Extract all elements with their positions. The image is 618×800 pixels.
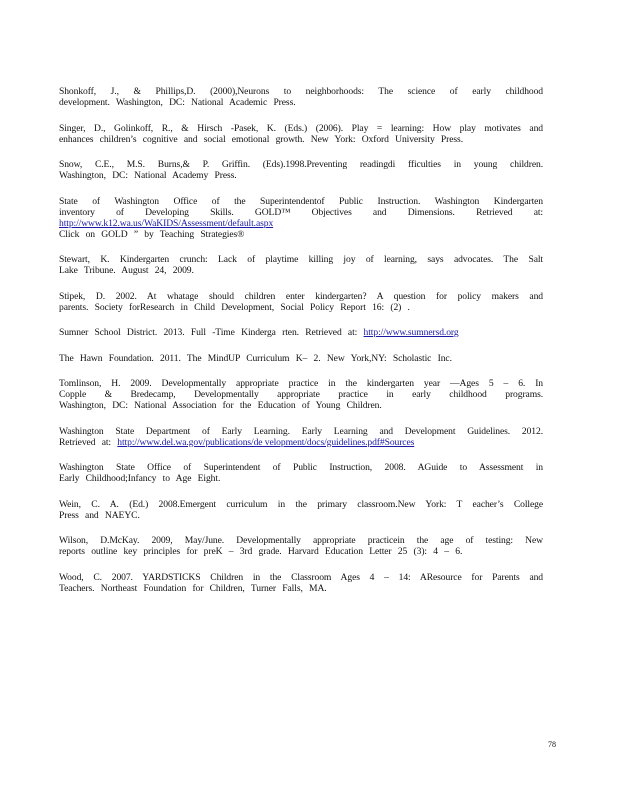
reference-line: Wood, C. 2007. YARDSTICKS Children in the Classroom Ages 4 – 14: AResource for Parents and [59, 571, 543, 583]
reference-line: State of Washington Office of the Superintendentof Public Instruction. Washington Kindergarten [59, 195, 543, 207]
page-number: 78 [548, 740, 556, 749]
reference-line: Tomlinson, H. 2009. Developmentally appropriate practice in the kindergarten year —Ages 5 – 6. In [59, 378, 543, 389]
reference-entry [59, 462, 543, 484]
reference-line: Teachers. Northeast Foundation for Children, Turner Falls, MA. [59, 582, 327, 594]
reference-line: Washington, DC: National Association for the Education of Young Children. [59, 400, 382, 411]
reference-entry [59, 499, 543, 521]
reference-line: development. Washington, DC: National Academic Press. [59, 97, 296, 108]
reference-line: Wein, C. A. (Ed.) 2008.Emergent curriculum in the primary classroom.New York: T eacher’s College [59, 498, 543, 510]
reference-entry [59, 327, 543, 338]
reference-link[interactable]: http://www.k12.wa.us/WaKIDS/Assessment/default.aspx [59, 217, 274, 229]
reference-entry [59, 254, 543, 276]
reference-line: Stipek, D. 2002. At whatage should children enter kindergarten? A question for policy makers and [59, 290, 543, 302]
reference-entry [59, 159, 543, 181]
reference-entry [59, 123, 543, 145]
reference-line: reports outline key principles for preK – 3rd grade. Harvard Education Letter 25 (3): 4 – 6. [59, 546, 463, 557]
reference-link[interactable]: http://www.sumnersd.org [363, 327, 459, 338]
reference-line: enhances children’s cognitive and social emotional growth. New York: Oxford University Press. [59, 133, 463, 145]
reference-line: parents. Society forResearch in Child Development, Social Policy Report 16: (2) . [59, 301, 410, 313]
reference-line: inventory of Developing Skills. GOLD™ Objectives and Dimensions. Retrieved at: [59, 206, 543, 218]
reference-line: Shonkoff, J., & Phillips,D. (2000),Neurons to neighborhoods: The science of early childhood [59, 86, 543, 97]
reference-line: Washington, DC: National Academy Press. [59, 170, 237, 181]
reference-line: Lake Tribune. August 24, 2009. [59, 265, 194, 276]
reference-line: The Hawn Foundation. 2011. The MindUP Curriculum K– 2. New York,NY: Scholastic Inc. [59, 352, 452, 364]
reference-entry [59, 353, 543, 364]
reference-entry [59, 196, 543, 240]
reference-entry [59, 291, 543, 313]
reference-entry [59, 378, 543, 411]
reference-line: Washington State Department of Early Learning. Early Learning and Development Guidelines. 2012. [59, 425, 543, 437]
reference-line: Copple & Bredecamp, Developmentally appropriate practice in early childhood programs. [59, 389, 543, 400]
reference-list [59, 86, 543, 608]
reference-line: Click on GOLD ” by Teaching Strategies® [59, 228, 245, 240]
reference-line: Stewart, K. Kindergarten crunch: Lack of playtime killing joy of learning, says advocates. The Salt [59, 254, 543, 265]
reference-entry [59, 572, 543, 594]
reference-line: Wilson, D.McKay. 2009, May/June. Developmentally appropriate practicein the age of testing: New [59, 535, 543, 546]
reference-line: Snow, C.E., M.S. Burns,& P. Griffin. (Eds).1998.Preventing readingdi fficulties in young children. [59, 159, 543, 170]
reference-link[interactable]: http://www.del.wa.gov/publications/de velopment/docs/guidelines.pdf#Sources [117, 436, 415, 448]
reference-line: Press and NAEYC. [59, 509, 140, 521]
reference-line: Sumner School District. 2013. Full -Time Kinderga rten. Retrieved at: http://www.sumnersd.org [59, 327, 459, 338]
reference-line: Retrieved at: http://www.del.wa.gov/publications/de velopment/docs/guidelines.pdf#Sources [59, 436, 415, 448]
reference-entry [59, 86, 543, 108]
reference-entry [59, 426, 543, 448]
reference-line: Singer, D., Golinkoff, R., & Hirsch -Pasek, K. (Eds.) (2006). Play = learning: How play motivates and [59, 122, 543, 134]
reference-line: Washington State Office of Superintendent of Public Instruction, 2008. AGuide to Assessment in [59, 462, 543, 473]
reference-line: Early Childhood;Infancy to Age Eight. [59, 473, 221, 484]
reference-entry [59, 535, 543, 557]
